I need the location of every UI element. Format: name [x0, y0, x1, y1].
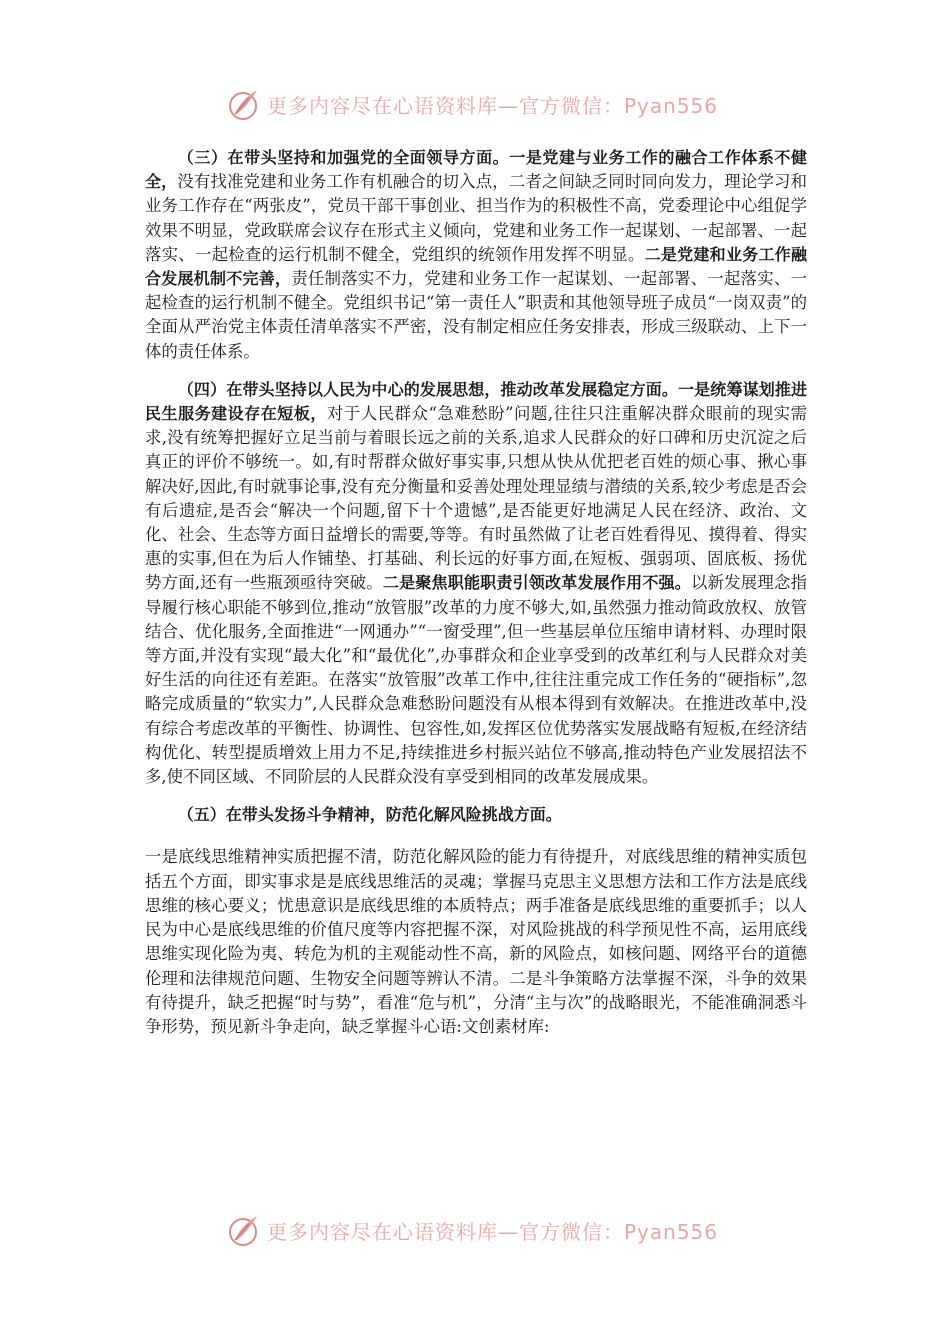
section-3-point-1-label: 一是党建与业务工作的融合工作体系不健全，: [145, 148, 807, 192]
section-5-body: 一是底线思维精神实质把握不清，防范化解风险的能力有待提升，对底线思维的精神实质包括五个方面，即实事求是是底线思维活的灵魂；掌握马克思主义思想方法和工作方法是底线思维的核心要义；忧患意识是底线思维的本质特点；两手准备是底线思维的重要抓手；以人民为中心是底线思维的价值尺度等内容把握不深，对风险挑战的科学预见性不高，运用底线思维实现化险为夷、转危为机的主观能动性不高，新的风险点，如核问题、网络平台的道德伦理和法律规范问题、生物安全问题等辨认不清。二是斗争策略方法掌握不深，斗争的效果有待提升，缺乏把握“时与势”，看准“危与机”，分清“主与次”的战略眼光，不能准确洞悉斗争形势，预见新斗争走向，缺乏掌握斗心语:文创素材库:: [145, 847, 807, 1036]
section-4-point-2-text: 以新发展理念指导履行核心职能不够到位,推动“放管服”改革的力度不够大,如,虽然强力推动简政放权、放管结合、优化服务,全面推进“一网通办”“一窗受理”,但一些基层单位压缩申请材料、办理时限等方面,并没有实现“最大化”和“最优化”,办事群众和企业享受到的改革红利与人民群众对美好生活的向往还有差距。在落实“放管服”改革工作中,往往注重完成工作任务的“硬指标”,忽略完成质量的“软实力”,人民群众急难愁盼问题没有从根本得到有效解决。在推进改革中,没有综合考虑改革的平衡性、协调性、包容性,如,发挥区位优势落实发展战略有短板,在经济结构优化、转型提质增效上用力不足,持续推进乡村振兴站位不够高,推动特色产业发展招法不多,使不同区域、不同阶层的人民群众没有享受到相同的改革发展成果。: [145, 573, 807, 787]
section-3-point-1-text: 没有找准党建和业务工作有机融合的切入点，二者之间缺乏同时同向发力，理论学习和业务工作存在“两张皮”，党员干部干事创业、担当作为的积极性不高，党委理论中心组促学效果不明显，党政联席会议存在形式主义倾向，党建和业务工作一起谋划、一起部署、一起落实、一起检查的运行机制不健全，党组织的统领作用发挥不明显。: [145, 172, 807, 264]
quill-pen-logo-icon: [225, 1212, 261, 1248]
section-3-heading: （三）在带头坚持和加强党的全面领导方面。: [177, 148, 510, 167]
watermark-banner-top: [225, 84, 745, 124]
section-3-point-2-text: 责任制落实不力，党建和业务工作一起谋划、一起部署、一起落实、一起检查的运行机制不健全。党组织书记“第一责任人”职责和其他领导班子成员“一岗双责”的全面从严治党主体责任清单落实不严密，没有制定相应任务安排表，形成三级联动、上下一体的责任体系。: [145, 269, 807, 361]
document-body: [145, 146, 807, 1053]
watermark-text: 更多内容尽在心语资料库—官方微信：Pyan556: [267, 93, 719, 118]
quill-pen-logo-icon: [225, 86, 261, 122]
section-4-point-1-text: 对于人民群众“急难愁盼”问题,往往只注重解决群众眼前的现实需求,没有统筹把握好立足当前与着眼长远之前的关系,追求人民群众的好口碑和历史沉淀之后真正的评价不够统一。如,有时帮群众做好事实事,只想从快从优把老百姓的烦心事、揪心事解决好,因此,有时就事论事,没有充分衡量和妥善处理处理显绩与潜绩的关系,较少考虑是否会有后遗症,是否会“解决一个问题,留下十个遗憾”,是否能更好地满足人民在经济、政治、文化、社会、生态等方面日益增长的需要,等等。有时虽然做了让老百姓看得见、摸得着、得实惠的实事,但在为后人作铺垫、打基础、利长远的好事方面,在短板、强弱项、固底板、扬优势方面,还有一些瓶颈亟待突破。: [145, 404, 807, 593]
watermark-banner-bottom: [225, 1210, 745, 1250]
section-4-paragraph: [145, 378, 807, 789]
watermark-text: 更多内容尽在心语资料库—官方微信：Pyan556: [267, 1219, 719, 1244]
section-5-heading: （五）在带头发扬斗争精神，防范化解风险挑战方面。: [177, 805, 562, 825]
section-5-heading-paragraph: [145, 803, 807, 827]
section-3-paragraph: [145, 146, 807, 364]
section-3-point-2-label: 二是党建和业务工作融合发展机制不完善，: [145, 244, 807, 289]
section-4-heading: （四）在带头坚持以人民为中心的发展思想，推动改革发展稳定方面。: [177, 379, 679, 399]
section-4-point-2-label: 二是聚焦职能职责引领改革发展作用不强。: [382, 573, 691, 593]
section-4-point-1-label: 一是统筹谋划推进民生服务建设存在短板，: [145, 379, 807, 424]
